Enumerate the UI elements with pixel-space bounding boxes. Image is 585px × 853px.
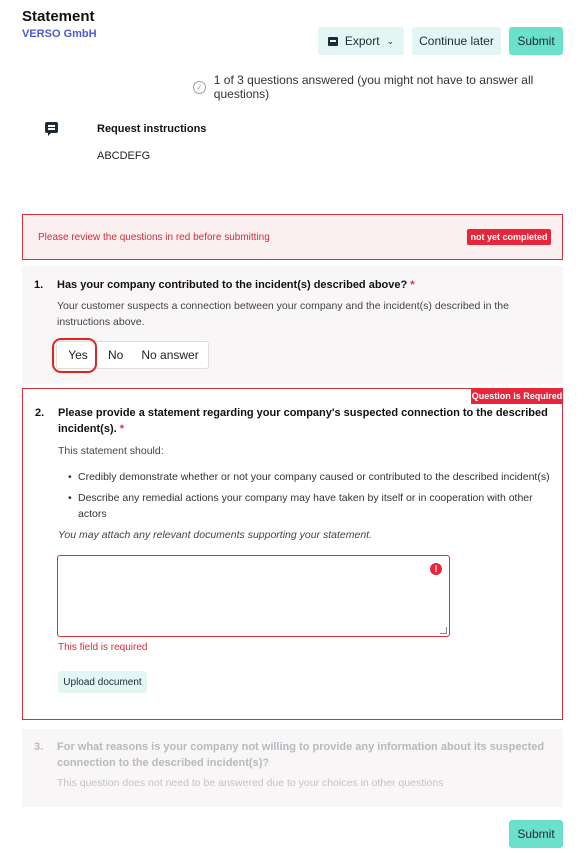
question-title	[58, 405, 548, 437]
question-3	[22, 729, 563, 807]
question-description: This statement should:	[58, 445, 164, 457]
question-title-text: Has your company contributed to the incident(s) described above?	[57, 279, 408, 291]
question-2	[22, 388, 563, 720]
question-title-text: Please provide a statement regarding your company's suspected connection to the described incident(s).	[58, 407, 548, 435]
submit-button-bottom[interactable]: Submit	[509, 820, 563, 848]
option-no-answer[interactable]: No answer	[141, 348, 199, 362]
option-yes[interactable]: Yes	[68, 348, 88, 362]
question-number: 1.	[34, 279, 44, 291]
instructions-title: Request instructions	[97, 123, 207, 135]
submit-button[interactable]: Submit	[509, 27, 563, 55]
required-badge: Question is Required	[471, 388, 563, 404]
option-no[interactable]: No	[108, 348, 124, 362]
question-title	[57, 277, 537, 293]
alert-message: Please review the questions in red before submitting	[38, 232, 270, 243]
list-item: • Describe any remedial actions your company may have taken by itself or in cooperation with other actors	[78, 490, 558, 522]
instructions-text: ABCDEFG	[97, 150, 151, 162]
page-title: Statement	[22, 8, 95, 25]
check-circle-icon: ✓	[193, 81, 206, 94]
requirement-list	[78, 469, 558, 527]
export-button[interactable]	[318, 27, 404, 55]
attach-note: You may attach any relevant documents supporting your statement.	[58, 529, 373, 541]
question-1	[22, 266, 563, 384]
question-description: Your customer suspects a connection between your company and the incident(s) described in the instructions above.	[57, 300, 509, 328]
statement-textarea[interactable]	[57, 555, 450, 637]
field-error: This field is required	[58, 642, 148, 653]
resize-handle-icon[interactable]	[440, 627, 447, 634]
selection-highlight	[52, 338, 97, 373]
required-marker: *	[410, 279, 415, 291]
question-number: 3.	[34, 741, 44, 753]
continue-later-button[interactable]: Continue later	[412, 27, 501, 55]
progress-status	[193, 73, 585, 101]
error-icon: !	[430, 563, 442, 575]
message-icon	[45, 122, 58, 133]
required-marker: *	[119, 423, 125, 435]
export-label: Export	[344, 34, 380, 48]
chevron-down-icon: ⌄	[386, 35, 395, 46]
document-icon	[328, 37, 338, 46]
question-title: For what reasons is your company not willing to provide any information about its suspected connection to the described incident(s)?	[57, 741, 545, 769]
status-badge: not yet completed	[467, 229, 551, 245]
upload-document-button[interactable]: Upload document	[58, 671, 147, 693]
company-name: VERSO GmbH	[22, 28, 97, 40]
review-alert	[22, 214, 563, 260]
list-item: • Credibly demonstrate whether or not your company caused or contributed to the described incident(s)	[78, 469, 558, 485]
progress-text: 1 of 3 questions answered (you might not have to answer all questions)	[213, 73, 534, 101]
question-description: This question does not need to be answered due to your choices in other questions	[57, 777, 444, 789]
question-number: 2.	[35, 407, 45, 419]
